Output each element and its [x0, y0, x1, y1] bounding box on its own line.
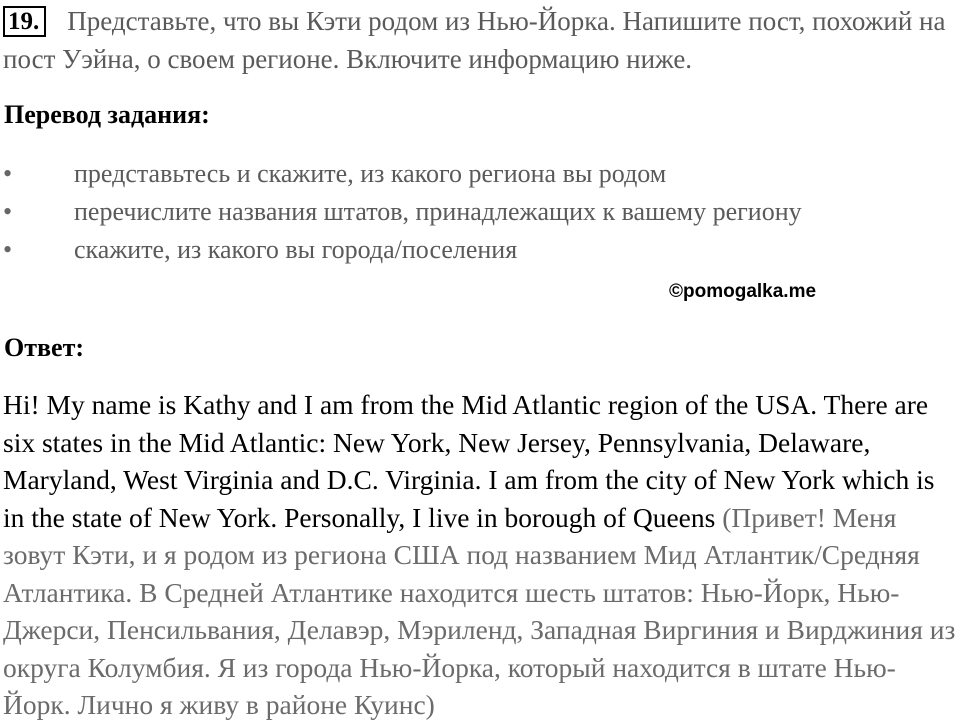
bullet-icon: •: [3, 235, 13, 264]
translation-heading: Перевод задания:: [4, 100, 210, 129]
answer-heading: Ответ:: [4, 333, 85, 362]
bullet-icon: •: [3, 159, 13, 188]
task-number-box: 19.: [3, 6, 46, 37]
bullet-text: перечислите названия штатов, принадлежащих к вашему региону: [74, 197, 802, 226]
task-text: Представьте, что вы Кэти родом из Нью-Йорка. Напишите пост, похожий на пост Уэйна, о своем регионе. Включите информацию ниже.: [3, 6, 946, 74]
list-item: [0, 231, 940, 269]
list-item: [0, 193, 940, 231]
list-item: [0, 155, 940, 193]
task-statement: [3, 2, 953, 78]
bullet-text: скажите, из какого вы города/поселения: [74, 235, 518, 264]
answer-english-text: Hi! My name is Kathy and I am from the Mid Atlantic region of the USA. There are six states in the Mid Atlantic: New York, New Jersey, Pennsylvania, Delaware, Maryland, West Virginia and D.C. Virginia. I am from the city of New York which is in the state of New York. Personally, I live in borough of Queens: [3, 389, 935, 533]
watermark: ©pomogalka.me: [669, 281, 817, 302]
bullet-text: представьтесь и скажите, из какого региона вы родом: [74, 159, 667, 188]
answer-paragraph: [3, 386, 960, 724]
answer-russian-translation: (Привет! Меня зовут Кэти, и я родом из региона США под названием Мид Атлантик/Средняя Атлантика. В Средней Атлантике находится шесть штатов: Нью-Йорк, Нью-Джерси, Пенсильвания, Делавэр, Мэриленд, Западная Виргиния и Вирджиния из округа Колумбия. Я из города Нью-Йорка, который находится в штате Нью-Йорк. Лично я живу в районе Куинс): [3, 501, 956, 720]
task-bullet-list: [0, 155, 940, 269]
bullet-icon: •: [3, 197, 13, 226]
